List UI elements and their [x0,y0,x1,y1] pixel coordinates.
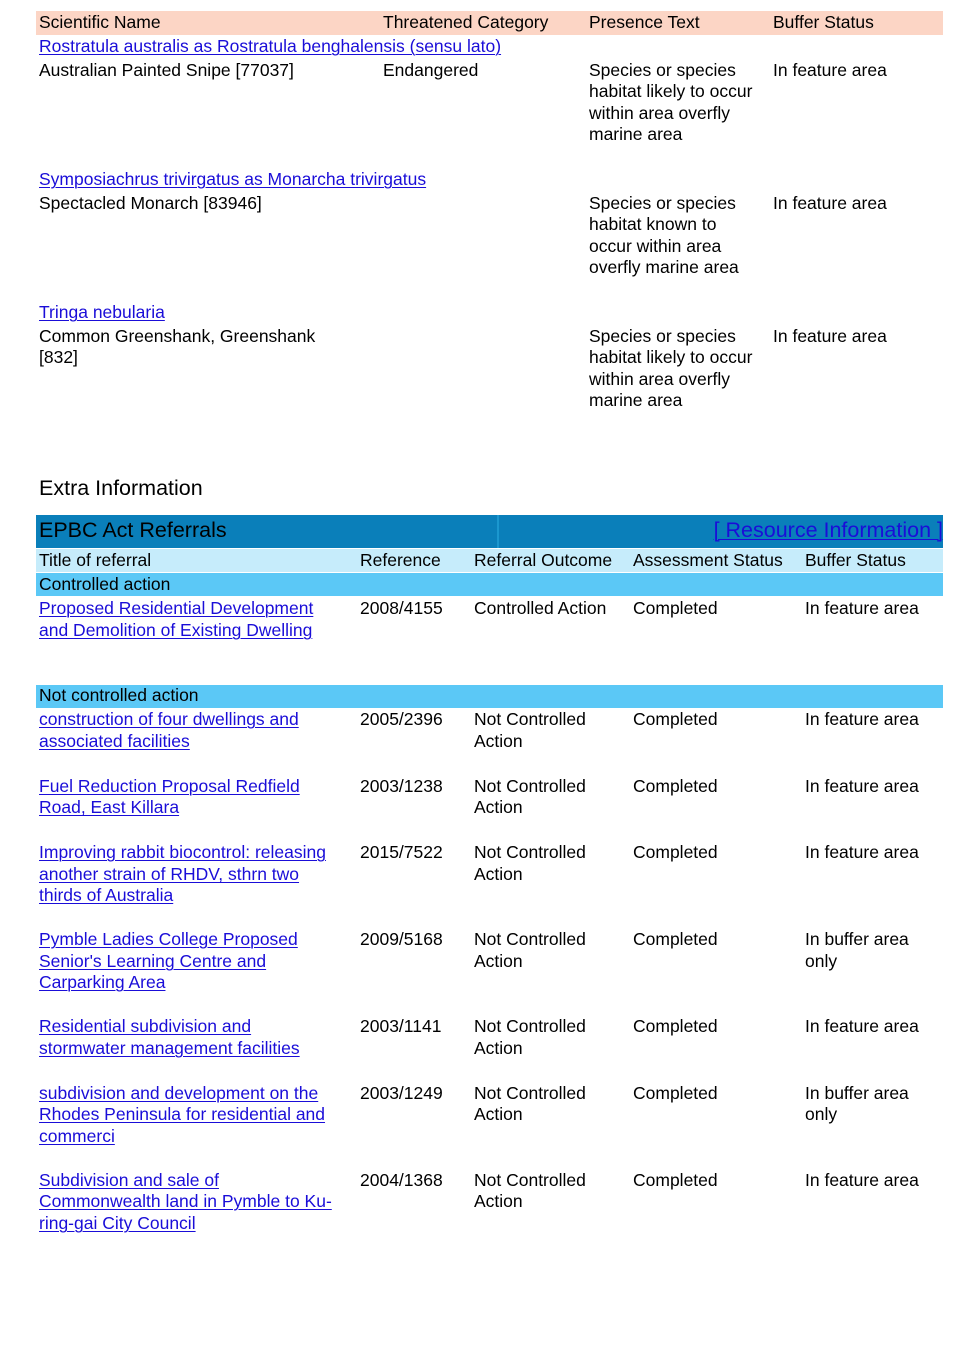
referral-reference: 2004/1368 [360,1170,443,1190]
species-link-symposiachrus[interactable]: Symposiachrus trivirgatus as Monarcha trivirgatus [39,169,427,189]
group-label: Not controlled action [39,685,199,705]
species-link-rostratula[interactable]: Rostratula australis as Rostratula benghalensis (sensu lato) [39,36,502,56]
header-threatened-category: Threatened Category [383,12,549,32]
group-controlled-action [36,573,943,596]
referral-title-link[interactable]: Carparking Area [39,972,166,992]
referral-outcome: Not Controlled [474,1016,586,1036]
referral-status: Completed [633,842,718,862]
referral-buffer: only [805,951,838,971]
referral-buffer: In buffer area [805,1083,909,1103]
species-common-name: Common Greenshank, Greenshank [39,326,316,346]
referral-buffer: In feature area [805,842,919,862]
referral-outcome: Action [474,1038,523,1058]
referral-status: Completed [633,709,718,729]
species-presence-line: marine area [589,390,683,410]
referral-outcome: Not Controlled [474,1170,586,1190]
referral-buffer: In feature area [805,598,919,618]
referral-title-link[interactable]: Residential subdivision and [39,1016,252,1036]
referral-buffer: only [805,1104,838,1124]
referral-outcome: Action [474,951,523,971]
referral-reference: 2008/4155 [360,598,443,618]
referral-buffer: In buffer area [805,929,909,949]
species-buffer-status: In feature area [773,193,887,213]
referral-title-link[interactable]: Senior's Learning Centre and [39,951,267,971]
referral-title-link[interactable]: another strain of RHDV, sthrn two [39,864,300,884]
species-category: Endangered [383,60,479,80]
referral-title-link[interactable]: subdivision and development on the [39,1083,319,1103]
referral-status: Completed [633,1016,718,1036]
referral-title-link[interactable]: Improving rabbit biocontrol: releasing [39,842,326,862]
species-presence-line: overfly marine area [589,257,739,277]
referral-title-link[interactable]: Proposed Residential Development [39,598,314,618]
referral-buffer: In feature area [805,776,919,796]
referral-outcome: Action [474,731,523,751]
species-presence-line: habitat likely to occur [589,347,753,367]
referral-outcome: Not Controlled [474,929,586,949]
referral-reference: 2009/5168 [360,929,443,949]
species-presence-line: marine area [589,124,683,144]
referral-reference: 2003/1141 [360,1016,442,1036]
referral-reference: 2005/2396 [360,709,443,729]
species-presence-line: Species or species [589,60,736,80]
species-buffer-status: In feature area [773,326,887,346]
referral-title-link[interactable]: Fuel Reduction Proposal Redfield [39,776,300,796]
referral-buffer: In feature area [805,1016,919,1036]
referral-title-link[interactable]: and Demolition of Existing Dwelling [39,620,313,640]
referral-reference: 2003/1249 [360,1083,443,1103]
species-presence-line: Species or species [589,193,736,213]
species-presence-line: within area overfly [589,103,731,123]
species-link-tringa[interactable]: Tringa nebularia [39,302,165,322]
header-reference: Reference [360,550,441,570]
epbc-header-divider [497,515,499,548]
referral-reference: 2003/1238 [360,776,443,796]
referral-title-link[interactable]: Road, East Killara [39,797,180,817]
referral-title-link[interactable]: commerci [39,1126,115,1146]
referral-outcome: Not Controlled [474,776,586,796]
referral-title-link[interactable]: stormwater management facilities [39,1038,300,1058]
section-title-extra-information: Extra Information [39,476,203,500]
species-buffer-status: In feature area [773,60,887,80]
species-presence-line: habitat likely to occur [589,81,753,101]
referral-outcome: Not Controlled [474,842,586,862]
species-presence-line: Species or species [589,326,736,346]
referral-outcome: Action [474,1191,523,1211]
referral-outcome: Not Controlled [474,1083,586,1103]
referral-reference: 2015/7522 [360,842,443,862]
resource-information-link[interactable]: [ Resource Information ] [713,518,943,542]
referral-status: Completed [633,598,718,618]
header-referral-outcome: Referral Outcome [474,550,613,570]
referral-title-link[interactable]: thirds of Australia [39,885,174,905]
referral-status: Completed [633,1170,718,1190]
referral-outcome: Controlled Action [474,598,607,618]
header-presence-text: Presence Text [589,12,700,32]
header-buffer-status: Buffer Status [805,550,906,570]
epbc-title: EPBC Act Referrals [39,518,227,542]
referral-status: Completed [633,929,718,949]
referral-outcome: Action [474,864,523,884]
species-common-name: Spectacled Monarch [83946] [39,193,262,213]
species-presence-line: occur within area [589,236,722,256]
species-presence-line: habitat known to [589,214,717,234]
referral-outcome: Action [474,1104,523,1124]
species-presence-line: within area overfly [589,369,731,389]
group-label: Controlled action [39,574,171,594]
referral-outcome: Action [474,797,523,817]
referral-title-link[interactable]: Pymble Ladies College Proposed [39,929,298,949]
referral-status: Completed [633,1083,718,1103]
species-common-name: [832] [39,347,78,367]
header-scientific-name: Scientific Name [39,12,161,32]
species-common-name: Australian Painted Snipe [77037] [39,60,294,80]
header-title-of-referral: Title of referral [39,550,152,570]
referral-status: Completed [633,776,718,796]
referral-buffer: In feature area [805,1170,919,1190]
referral-outcome: Not Controlled [474,709,586,729]
header-assessment-status: Assessment Status [633,550,783,570]
referral-title-link[interactable]: construction of four dwellings and [39,709,299,729]
referral-buffer: In feature area [805,709,919,729]
referral-title-link[interactable]: ring-gai City Council [39,1213,196,1233]
referral-title-link[interactable]: Subdivision and sale of [39,1170,219,1190]
referral-title-link[interactable]: associated facilities [39,731,190,751]
referral-title-link[interactable]: Commonwealth land in Pymble to Ku- [39,1191,332,1211]
header-buffer-status: Buffer Status [773,12,874,32]
referral-title-link[interactable]: Rhodes Peninsula for residential and [39,1104,326,1124]
